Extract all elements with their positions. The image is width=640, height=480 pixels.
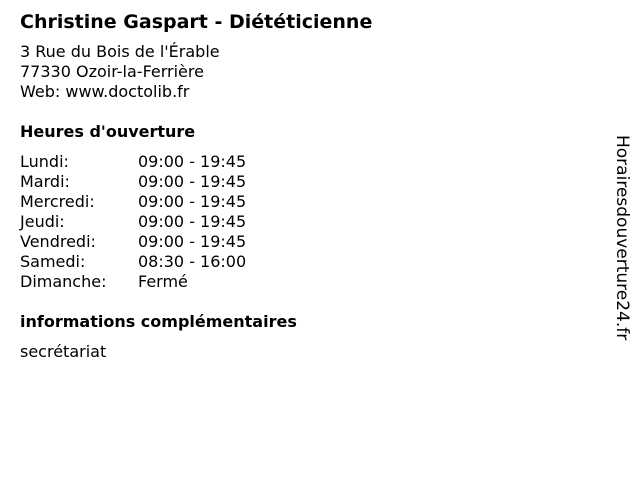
hours-row-saturday <box>20 252 580 272</box>
hours-row-tuesday <box>20 172 580 192</box>
address-city: 77330 Ozoir-la-Ferrière <box>20 62 204 81</box>
day-label: Lundi: <box>20 152 69 171</box>
day-label: Dimanche: <box>20 272 107 291</box>
site-watermark: Horairesdouverture24.fr <box>612 135 632 341</box>
page-title: Christine Gaspart - Diététicienne <box>20 11 373 33</box>
time-value: 09:00 - 19:45 <box>138 212 247 231</box>
hours-row-wednesday <box>20 192 580 212</box>
time-value: 09:00 - 19:45 <box>138 192 247 211</box>
time-value: 08:30 - 16:00 <box>138 252 247 271</box>
hours-row-thursday <box>20 212 580 232</box>
time-value: 09:00 - 19:45 <box>138 232 247 251</box>
info-heading: informations complémentaires <box>20 312 297 331</box>
business-card <box>20 10 580 362</box>
info-text: secrétariat <box>20 342 107 361</box>
website-text: Web: www.doctolib.fr <box>20 82 190 101</box>
day-label: Vendredi: <box>20 232 96 251</box>
hours-row-monday <box>20 152 580 172</box>
day-label: Samedi: <box>20 252 86 271</box>
time-value: 09:00 - 19:45 <box>138 172 247 191</box>
hours-row-sunday <box>20 272 580 292</box>
day-label: Mardi: <box>20 172 70 191</box>
hours-list <box>20 152 580 292</box>
address-street: 3 Rue du Bois de l'Érable <box>20 42 220 61</box>
address-block <box>20 42 580 102</box>
hours-row-friday <box>20 232 580 252</box>
time-value: 09:00 - 19:45 <box>138 152 247 171</box>
day-label: Mercredi: <box>20 192 95 211</box>
day-label: Jeudi: <box>20 212 65 231</box>
hours-heading: Heures d'ouverture <box>20 122 196 141</box>
time-value: Fermé <box>138 272 188 291</box>
